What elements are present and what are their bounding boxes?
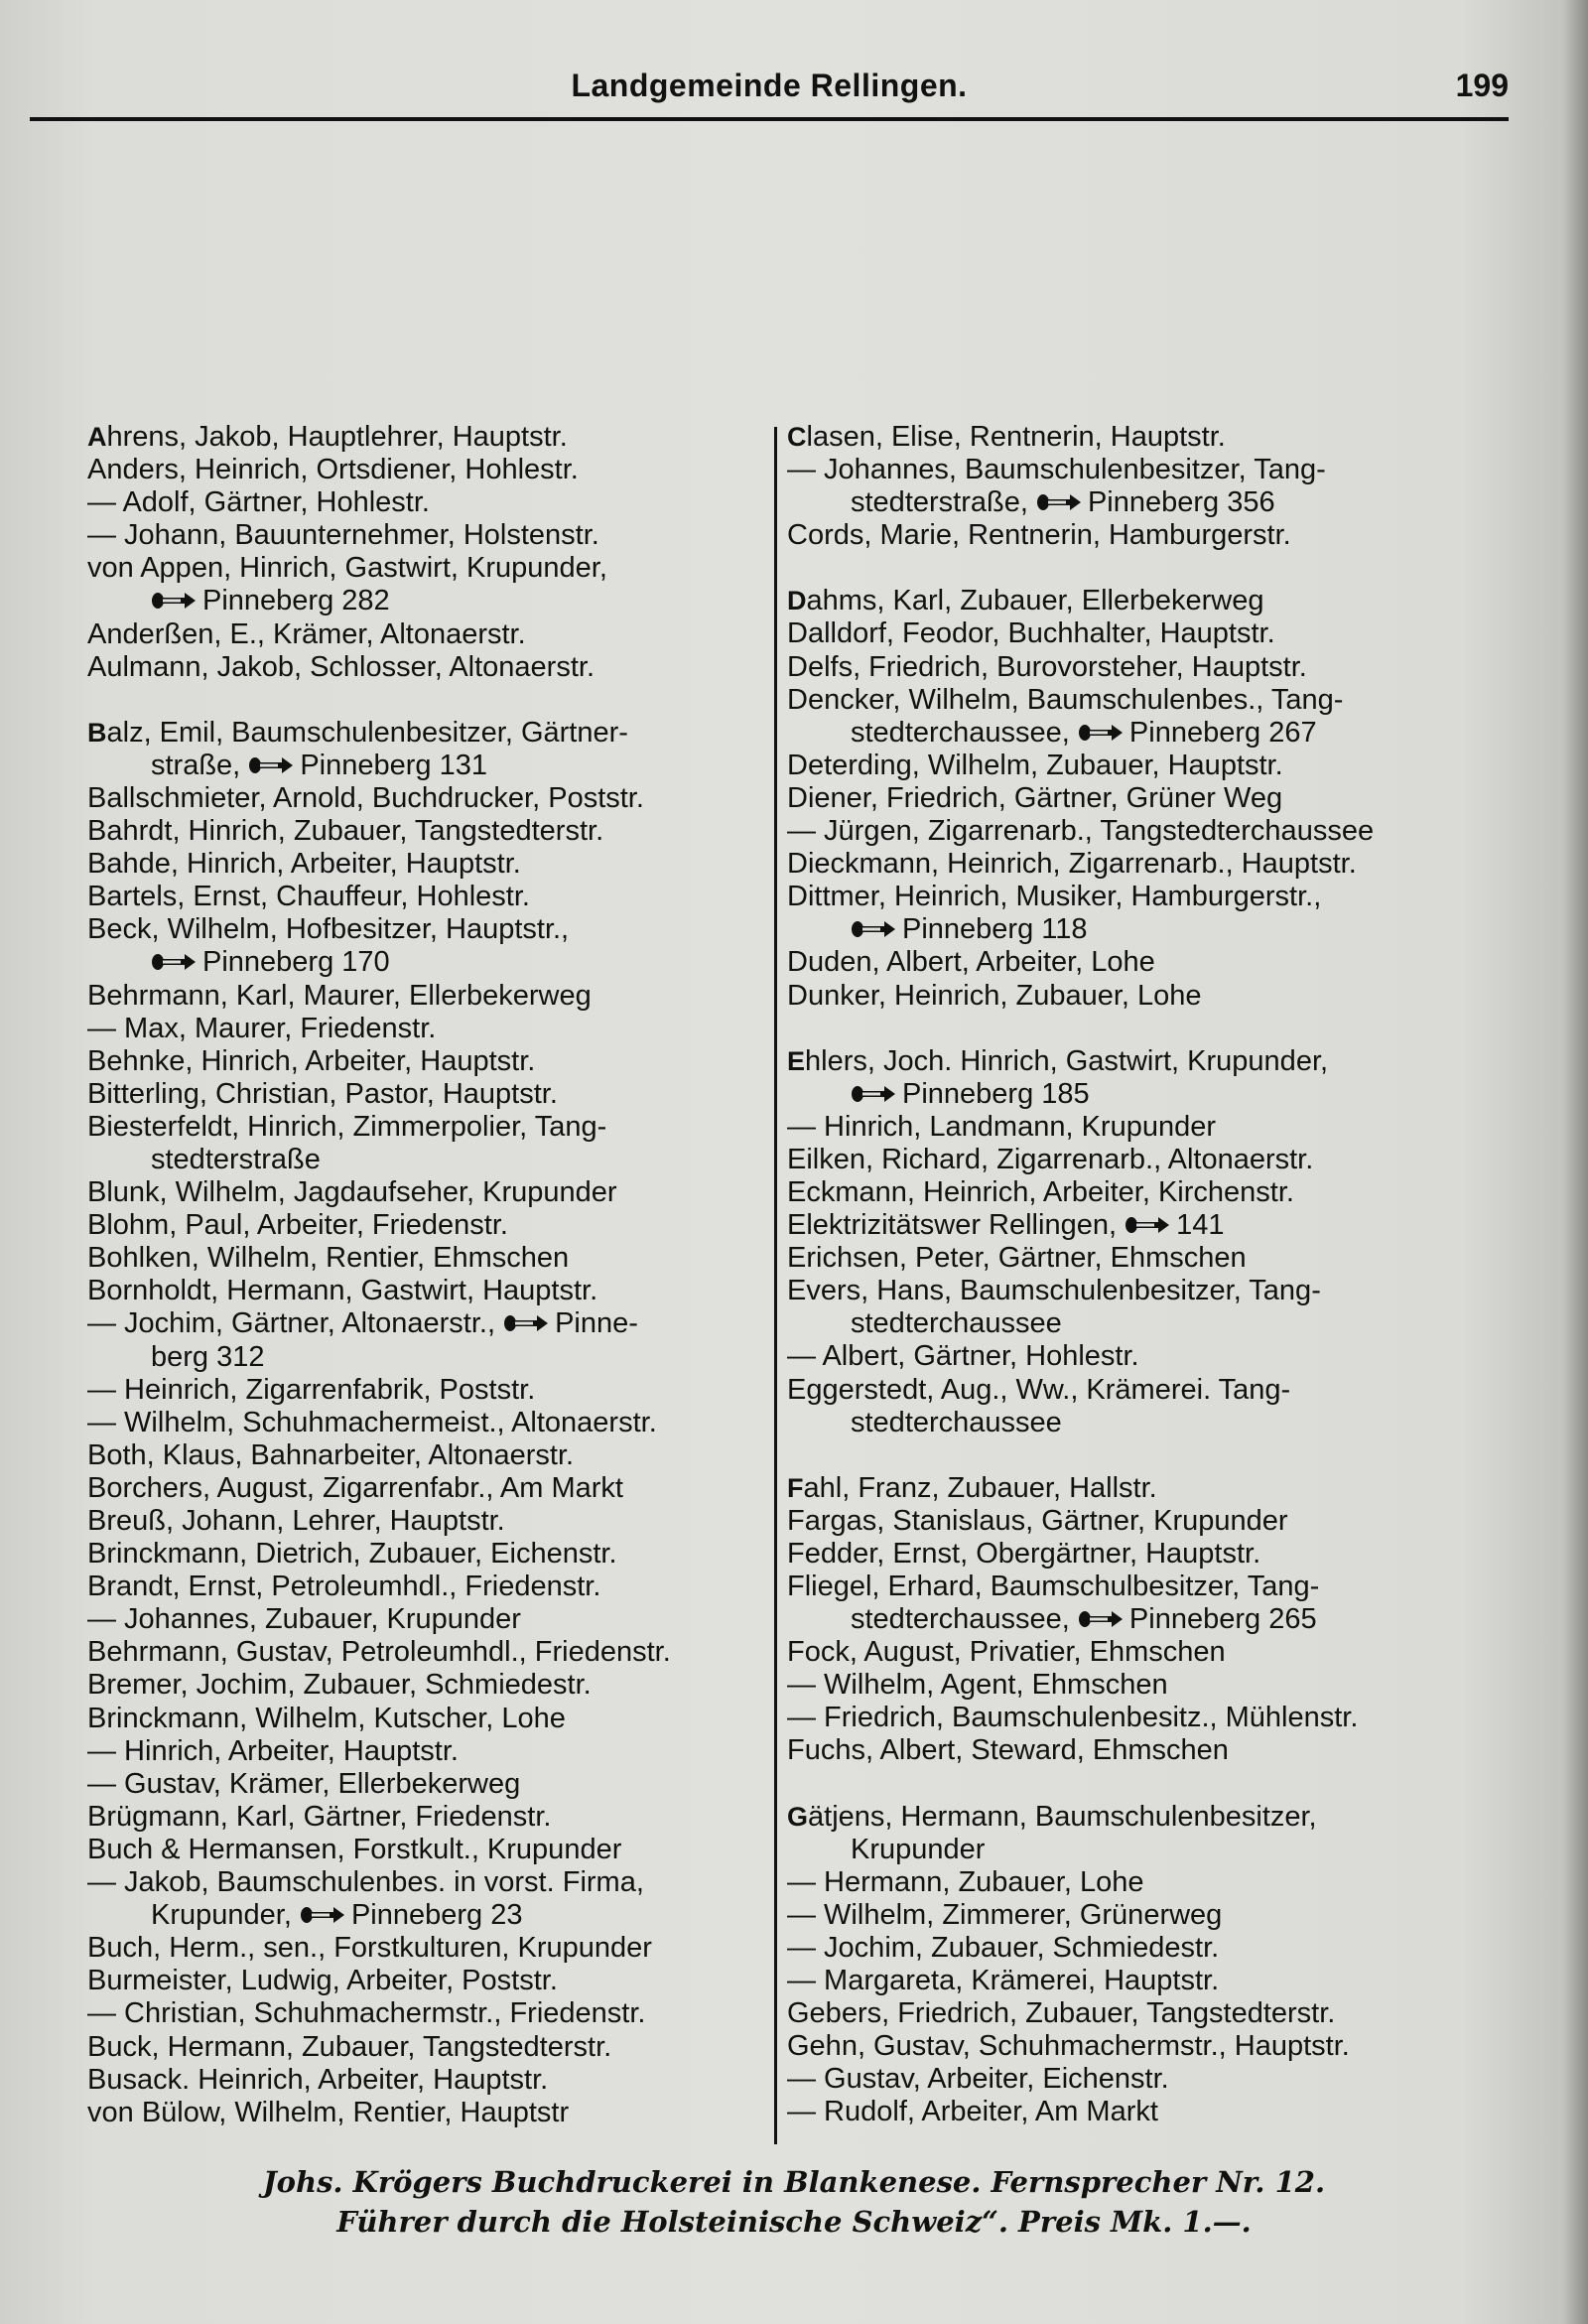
directory-entry — [87, 651, 764, 684]
directory-entry — [87, 2097, 764, 2129]
entry-text: Bohlken, Wilhelm, Rentier, Ehmschen — [87, 1242, 570, 1275]
footer-line-2: Führer durch die Holsteinische Schweiz“. Preis Mk. 1.—. — [336, 2205, 1252, 2239]
entry-text: — Hinrich, Arbeiter, Hauptstr. — [87, 1734, 459, 1767]
entry-text: ahl, Franz, Zubauer, Hallstr. — [803, 1471, 1157, 1504]
entry-text: — Gustav, Arbeiter, Eichenstr. — [787, 2063, 1169, 2096]
entry-text: Busack. Heinrich, Arbeiter, Hauptstr. — [87, 2063, 549, 2096]
entry-text: Blohm, Paul, Arbeiter, Friedenstr. — [87, 1209, 508, 1242]
section-initial: B — [87, 717, 107, 748]
directory-entry — [787, 717, 1492, 750]
entry-text: Dieckmann, Heinrich, Zigarrenarb., Hauptstr. — [787, 848, 1357, 881]
page-edge-shadow — [1562, 0, 1588, 2324]
entry-text: Elektrizitätswer Rellingen, — [787, 1209, 1118, 1242]
entry-text: Eggerstedt, Aug., Ww., Krämerei. Tang- — [787, 1373, 1291, 1406]
directory-entry — [787, 1242, 1492, 1275]
entry-text: Deterding, Wilhelm, Zubauer, Hauptstr. — [787, 749, 1283, 781]
directory-entry — [87, 1275, 764, 1307]
directory-entry — [87, 1703, 764, 1735]
directory-entry — [787, 881, 1492, 913]
entry-text: Aulmann, Jakob, Schlosser, Altonaerstr. — [87, 650, 595, 683]
entry-text: Fock, August, Privatier, Ehmschen — [787, 1636, 1226, 1669]
entry-text: Beck, Wilhelm, Hofbesitzer, Hauptstr., — [87, 913, 570, 946]
entry-text: stedterchaussee, — [851, 716, 1070, 749]
directory-entry — [787, 750, 1492, 782]
directory-entry — [787, 1801, 1492, 1834]
entry-text: ätjens, Hermann, Baumschulenbesitzer, — [808, 1800, 1317, 1833]
directory-entry — [87, 1735, 764, 1768]
directory-entry — [787, 1538, 1492, 1571]
section-initial: C — [787, 422, 807, 452]
printer-footer — [0, 2162, 1588, 2242]
directory-entry — [87, 552, 764, 585]
entry-text: Brandt, Ernst, Petroleumhdl., Friedenstr. — [87, 1571, 601, 1603]
entry-text: Bahde, Hinrich, Arbeiter, Hauptstr. — [87, 848, 521, 881]
entry-text: — Jochim, Gärtner, Altonaerstr., — [87, 1307, 495, 1340]
telephone-receiver-icon — [151, 590, 197, 612]
directory-entry — [787, 684, 1492, 717]
telephone-receiver-icon — [503, 1312, 549, 1334]
entry-text: stedterchaussee, — [851, 1603, 1070, 1636]
entry-text: Brügmann, Karl, Gärtner, Friedenstr. — [87, 1800, 552, 1833]
directory-entry — [87, 618, 764, 651]
section-initial: E — [787, 1045, 806, 1076]
directory-entry — [87, 1374, 764, 1407]
entry-text: Behnke, Hinrich, Arbeiter, Hauptstr. — [87, 1044, 536, 1077]
entry-text: — Christian, Schuhmachermstr., Friedenstr. — [87, 1997, 646, 2030]
directory-entry — [787, 1472, 1492, 1505]
directory-entry — [787, 1374, 1492, 1407]
directory-entry — [87, 913, 764, 946]
entry-text: stedterstraße, — [851, 486, 1028, 519]
directory-entry — [87, 946, 764, 979]
directory-entry — [787, 651, 1492, 684]
entry-text: lasen, Elise, Rentnerin, Hauptstr. — [806, 421, 1226, 453]
telephone-receiver-icon — [248, 754, 294, 776]
entry-phone-number: Pinneberg 265 — [1128, 1603, 1317, 1636]
directory-entry — [787, 1078, 1492, 1111]
directory-entry — [787, 1571, 1492, 1603]
directory-entry — [787, 1965, 1492, 1997]
entry-text: Gehn, Gustav, Schuhmachermstr., Hauptstr. — [787, 2030, 1350, 2063]
entry-text: Evers, Hans, Baumschulenbesitzer, Tang- — [787, 1275, 1321, 1307]
entry-text: hrens, Jakob, Hauptlehrer, Hauptstr. — [106, 421, 568, 453]
directory-entry — [787, 1307, 1492, 1340]
entry-text: Anders, Heinrich, Ortsdiener, Hohlestr. — [87, 454, 579, 486]
entry-text: Borchers, August, Zigarrenfabr., Am Markt — [87, 1471, 623, 1504]
directory-entry — [87, 585, 764, 617]
entry-text: ahms, Karl, Zubauer, Ellerbekerweg — [806, 585, 1264, 617]
telephone-receiver-icon — [300, 1904, 345, 1926]
directory-entry — [787, 617, 1492, 650]
entry-text: — Gustav, Krämer, Ellerbekerweg — [87, 1767, 521, 1800]
entry-text: Breuß, Johann, Lehrer, Hauptstr. — [87, 1505, 505, 1537]
entry-text: Both, Klaus, Bahnarbeiter, Altonaerstr. — [87, 1438, 575, 1471]
directory-entry — [87, 717, 764, 750]
page-header — [30, 68, 1509, 117]
entry-text: Bitterling, Christian, Pastor, Hauptstr. — [87, 1077, 558, 1110]
entry-text: Duden, Albert, Arbeiter, Lohe — [787, 946, 1155, 979]
directory-entry — [87, 1176, 764, 1209]
directory-entry — [787, 1603, 1492, 1636]
section-initial: D — [787, 586, 807, 616]
entry-text: Dencker, Wilhelm, Baumschulenbes., Tang- — [787, 683, 1344, 716]
directory-entry — [787, 1834, 1492, 1866]
entry-text: Dittmer, Heinrich, Musiker, Hamburgerstr., — [787, 881, 1322, 913]
directory-entry — [87, 1439, 764, 1472]
directory-entry — [87, 421, 764, 454]
directory-entry — [87, 1013, 764, 1045]
directory-entry — [787, 2063, 1492, 2096]
directory-entry — [787, 1505, 1492, 1538]
directory-entry — [787, 1636, 1492, 1669]
entry-text: — Adolf, Gärtner, Hohlestr. — [87, 486, 430, 519]
entry-text: stedterchaussee — [851, 1307, 1062, 1340]
directory-entry — [787, 1899, 1492, 1932]
entry-text: Bahrdt, Hinrich, Zubauer, Tangstedterstr. — [87, 815, 604, 848]
entry-text: Fuchs, Albert, Steward, Ehmschen — [787, 1734, 1229, 1767]
directory-entry — [87, 782, 764, 815]
footer-line-1: Johs. Krögers Buchdruckerei in Blankenese. Fernsprecher Nr. 12. — [262, 2165, 1326, 2199]
entry-text: — Heinrich, Zigarrenfabrik, Poststr. — [87, 1373, 536, 1406]
entry-text: stedterchaussee — [851, 1406, 1062, 1438]
entry-text: Behrmann, Karl, Maurer, Ellerbekerweg — [87, 979, 592, 1012]
entry-text: Dunker, Heinrich, Zubauer, Lohe — [787, 979, 1202, 1012]
entry-text: — Albert, Gärtner, Hohlestr. — [787, 1340, 1139, 1373]
directory-entry — [787, 1734, 1492, 1767]
telephone-receiver-icon — [1078, 722, 1124, 744]
telephone-receiver-icon — [151, 951, 197, 973]
entry-text: Brinckmann, Wilhelm, Kutscher, Lohe — [87, 1702, 566, 1734]
directory-entry — [87, 454, 764, 486]
directory-entry — [87, 1932, 764, 1965]
directory-entry — [787, 848, 1492, 881]
entry-text: berg 312 — [151, 1340, 265, 1373]
entry-text: — Margareta, Krämerei, Hauptstr. — [787, 1965, 1220, 1997]
directory-entry — [787, 1045, 1492, 1078]
directory-entry — [87, 1636, 764, 1669]
directory-entry — [87, 1571, 764, 1603]
directory-entry — [87, 1209, 764, 1242]
directory-entry — [87, 881, 764, 913]
directory-entry — [87, 486, 764, 519]
directory-entry — [87, 1768, 764, 1801]
directory-entry — [87, 1472, 764, 1505]
right-column — [787, 421, 1492, 2129]
directory-entry — [87, 1801, 764, 1834]
directory-entry — [787, 1866, 1492, 1899]
entry-text: — Jürgen, Zigarrenarb., Tangstedterchaussee — [787, 815, 1375, 848]
entry-text: Fedder, Ernst, Obergärtner, Hauptstr. — [787, 1537, 1261, 1570]
entry-text: Eckmann, Heinrich, Arbeiter, Kirchenstr. — [787, 1175, 1294, 1208]
directory-entry — [87, 1111, 764, 1144]
section-initial: F — [787, 1472, 804, 1503]
entry-phone-number: 141 — [1176, 1209, 1225, 1242]
directory-entry — [87, 815, 764, 848]
entry-phone-number: Pinneberg 131 — [300, 749, 487, 781]
directory-entry — [787, 2030, 1492, 2063]
directory-entry — [787, 1997, 1492, 2030]
section-initial: A — [87, 422, 107, 452]
entry-text: hlers, Joch. Hinrich, Gastwirt, Krupunder, — [805, 1044, 1329, 1077]
entry-text: Cords, Marie, Rentnerin, Hamburgerstr. — [787, 519, 1291, 552]
directory-entry — [87, 1407, 764, 1439]
entry-phone-number: Pinne- — [555, 1307, 638, 1340]
entry-text: Buch, Herm., sen., Forstkulturen, Krupunder — [87, 1932, 652, 1965]
telephone-receiver-icon — [1078, 1608, 1124, 1630]
entry-text: Diener, Friedrich, Gärtner, Grüner Weg — [787, 781, 1283, 814]
directory-entry — [87, 980, 764, 1013]
directory-entry — [87, 1078, 764, 1111]
directory-entry — [787, 1144, 1492, 1176]
directory-entry — [787, 913, 1492, 946]
telephone-receiver-icon — [1125, 1214, 1170, 1236]
directory-entry — [87, 519, 764, 552]
directory-entry — [787, 782, 1492, 815]
entry-text: Eilken, Richard, Zigarrenarb., Altonaerstr. — [787, 1143, 1314, 1175]
telephone-receiver-icon — [1036, 491, 1082, 513]
directory-entry — [787, 1932, 1492, 1965]
entry-text: straße, — [151, 749, 241, 781]
entry-text: Buch & Hermansen, Forstkult., Krupunder — [87, 1833, 622, 1865]
entry-text: Delfs, Friedrich, Burovorsteher, Hauptstr. — [787, 650, 1307, 683]
entry-text: — Wilhelm, Schuhmachermeist., Altonaerstr. — [87, 1406, 657, 1438]
entry-text: Pinneberg 118 — [902, 913, 1088, 946]
directory-entry — [87, 2064, 764, 2097]
entry-text: Biesterfeldt, Hinrich, Zimmerpolier, Tang- — [87, 1110, 607, 1143]
entry-phone-number: Pinneberg 267 — [1128, 716, 1317, 749]
header-rule — [30, 117, 1509, 121]
entry-text: Krupunder, — [151, 1899, 292, 1932]
directory-entry — [87, 1899, 764, 1932]
section-initial: G — [787, 1801, 809, 1832]
directory-entry — [787, 519, 1492, 552]
entry-text: Dalldorf, Feodor, Buchhalter, Hauptstr. — [787, 617, 1275, 650]
entry-text: Bartels, Ernst, Chauffeur, Hohlestr. — [87, 881, 530, 913]
directory-entry — [87, 1834, 764, 1866]
entry-text: Anderßen, E., Krämer, Altonaerstr. — [87, 617, 526, 650]
entry-text: Pinneberg 170 — [202, 946, 390, 979]
entry-text: Bornholdt, Hermann, Gastwirt, Hauptstr. — [87, 1275, 598, 1307]
entry-text: — Jakob, Baumschulenbes. in vorst. Firma, — [87, 1866, 644, 1899]
directory-entry — [787, 1702, 1492, 1734]
directory-entry — [87, 1603, 764, 1636]
entry-phone-number: Pinneberg 23 — [350, 1899, 523, 1932]
telephone-receiver-icon — [851, 918, 896, 940]
running-title: Landgemeinde Rellingen. — [571, 68, 968, 103]
entry-text: Ballschmieter, Arnold, Buchdrucker, Poststr. — [87, 781, 644, 814]
directory-entry — [87, 1045, 764, 1078]
entry-text: Fargas, Stanislaus, Gärtner, Krupunder — [787, 1504, 1288, 1537]
entry-text: — Wilhelm, Agent, Ehmschen — [787, 1669, 1168, 1702]
entry-text: alz, Emil, Baumschulenbesitzer, Gärtner- — [106, 716, 628, 749]
directory-entry — [87, 1997, 764, 2030]
entry-text: — Hermann, Zubauer, Lohe — [787, 1865, 1144, 1898]
left-column — [87, 421, 764, 2129]
directory-entry — [787, 980, 1492, 1013]
entry-phone-number: Pinneberg 356 — [1087, 486, 1275, 519]
directory-entry — [87, 1669, 764, 1702]
directory-entry — [787, 454, 1492, 486]
entry-text: Blunk, Wilhelm, Jagdaufseher, Krupunder — [87, 1176, 617, 1209]
directory-entry — [787, 1111, 1492, 1144]
directory-entry — [87, 2031, 764, 2064]
directory-entry — [787, 1275, 1492, 1307]
directory-entry — [787, 1340, 1492, 1373]
entry-text: Behrmann, Gustav, Petroleumhdl., Friedenstr. — [87, 1636, 671, 1669]
directory-entry — [787, 815, 1492, 848]
directory-entry — [787, 421, 1492, 454]
directory-entry — [787, 1669, 1492, 1702]
directory-entry — [87, 1341, 764, 1374]
directory-entry — [787, 585, 1492, 617]
directory-entry — [87, 1538, 764, 1571]
entry-text: stedterstraße — [151, 1143, 321, 1175]
telephone-receiver-icon — [851, 1083, 896, 1105]
entry-text: Fliegel, Erhard, Baumschulbesitzer, Tang- — [787, 1571, 1320, 1602]
entry-text: — Johannes, Baumschulenbesitzer, Tang- — [787, 454, 1326, 486]
entry-text: Gebers, Friedrich, Zubauer, Tangstedterstr. — [787, 1997, 1336, 2030]
entry-text: Burmeister, Ludwig, Arbeiter, Poststr. — [87, 1965, 558, 1997]
column-divider — [774, 427, 777, 2144]
entry-text: — Rudolf, Arbeiter, Am Markt — [787, 2096, 1158, 2128]
directory-entry — [87, 1866, 764, 1899]
entry-text: Bremer, Jochim, Zubauer, Schmiedestr. — [87, 1669, 592, 1702]
directory-entry — [87, 1144, 764, 1176]
directory-entry — [787, 2096, 1492, 2128]
entry-text: Krupunder — [851, 1833, 986, 1865]
directory-entry — [787, 1407, 1492, 1439]
entry-text: Buck, Hermann, Zubauer, Tangstedterstr. — [87, 2030, 612, 2063]
entry-text: — Jochim, Zubauer, Schmiedestr. — [787, 1931, 1220, 1964]
page-number: 199 — [1455, 68, 1509, 103]
entry-text: Pinneberg 185 — [902, 1077, 1090, 1110]
entry-text: — Johann, Bauunternehmer, Holstenstr. — [87, 519, 599, 552]
directory-entry — [87, 848, 764, 881]
directory-entry — [87, 1307, 764, 1340]
entry-text: — Max, Maurer, Friedenstr. — [87, 1012, 437, 1044]
directory-entry — [87, 1965, 764, 1997]
entry-text: — Friedrich, Baumschulenbesitz., Mühlenstr. — [787, 1702, 1359, 1734]
directory-entry — [787, 1176, 1492, 1209]
directory-entry — [787, 946, 1492, 979]
entry-text: Brinckmann, Dietrich, Zubauer, Eichenstr. — [87, 1538, 617, 1571]
entry-text: Erichsen, Peter, Gärtner, Ehmschen — [787, 1242, 1247, 1275]
directory-entry — [787, 486, 1492, 519]
entry-text: von Bülow, Wilhelm, Rentier, Hauptstr — [87, 2096, 570, 2128]
entry-text: — Wilhelm, Zimmerer, Grünerweg — [787, 1898, 1223, 1931]
directory-entry — [87, 750, 764, 782]
entry-text: — Johannes, Zubauer, Krupunder — [87, 1603, 521, 1636]
directory-entry — [87, 1242, 764, 1275]
directory-entry — [87, 1505, 764, 1538]
entry-text: — Hinrich, Landmann, Krupunder — [787, 1110, 1217, 1143]
directory-entry — [787, 1209, 1492, 1242]
entry-text: von Appen, Hinrich, Gastwirt, Krupunder, — [87, 552, 607, 585]
entry-text: Pinneberg 282 — [202, 585, 390, 617]
